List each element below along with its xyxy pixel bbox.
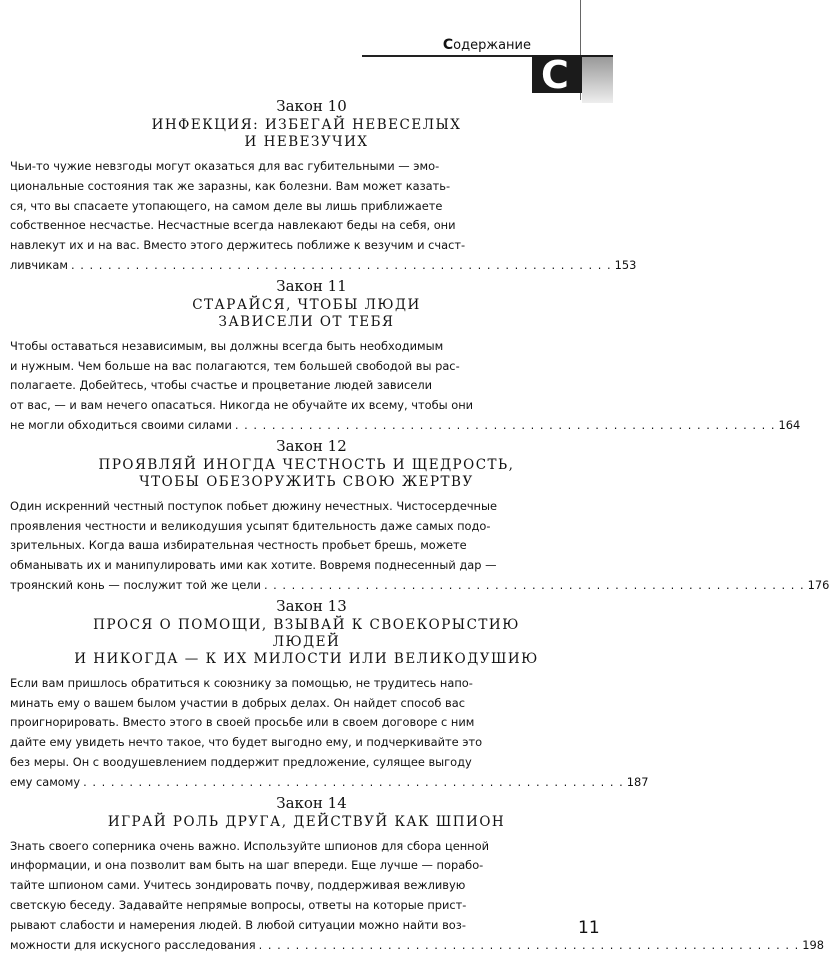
summary-line: проявления честности и великодушия усыпят бдительность даже самых подо- — [10, 518, 491, 533]
law-title-line: И НЕВЕЗУЧИХ — [244, 134, 369, 150]
summary-line-end: можности для искусного расследования — [10, 937, 256, 952]
summary-line: светскую беседу. Задавайте непрямые вопросы, ответы на которые прист- — [10, 897, 467, 912]
summary-line: минать ему о вашем былом участии в добрых делах. Он найдет способ вас — [10, 695, 465, 710]
toc-entry — [0, 596, 649, 793]
summary-line-end: ему самому — [10, 774, 81, 789]
law-title-line: ИНФЕКЦИЯ: ИЗБЕГАЙ НЕВЕСЕЛЫХ — [151, 117, 462, 133]
law-title-line: ПРОСЯ О ПОМОЩИ, ВЗЫВАЙ К СВОЕКОРЫСТИЮ ЛЮДЕЙ — [93, 616, 520, 650]
law-number: Закон 12 — [276, 436, 347, 455]
running-header — [443, 37, 531, 53]
law-title-line: ПРОЯВЛЯЙ ИНОГДА ЧЕСТНОСТЬ И ЩЕДРОСТЬ, — [98, 456, 515, 473]
summary-line: проигнорировать. Вместо этого в своей просьбе или в своем договоре с ним — [10, 715, 475, 730]
page-number: 11 — [578, 918, 600, 938]
law-summary — [10, 497, 829, 596]
summary-line: Знать своего соперника очень важно. Используйте шпионов для сбора ценной — [10, 838, 489, 853]
law-title-line: СТАРАЙСЯ, ЧТОБЫ ЛЮДИ — [192, 296, 421, 313]
law-title-line: ЗАВИСЕЛИ ОТ ТЕБЯ — [218, 313, 395, 330]
law-title-line: И НИКОГДА — К ИХ МИЛОСТИ ИЛИ ВЕЛИКОДУШИЮ — [74, 650, 539, 667]
law-summary — [10, 337, 801, 436]
entry-page-number[interactable]: 164 — [778, 417, 801, 432]
dot-leader: . . . . . . . . . . . . . . . . . . . . . . . . . . . . . . . . . . . . . . . . . . . . . . . . . . . . . . . . . . . — [83, 774, 624, 789]
entry-page-number[interactable]: 176 — [807, 577, 829, 592]
law-title — [72, 457, 542, 491]
summary-line: ся, что вы спасаете утопающего, на самом деле вы лишь приближаете — [10, 198, 443, 213]
toc-entry — [0, 96, 637, 276]
law-title — [72, 117, 542, 151]
entry-page-number[interactable]: 198 — [802, 937, 824, 952]
summary-line: циональные состояния так же заразны, как болезни. Вам может казать- — [10, 178, 451, 193]
summary-line: от вас, — и вам нечего опасаться. Никогда не обучайте их всему, чтобы они — [10, 398, 474, 413]
running-header-initial: С — [442, 37, 454, 53]
summary-last-line — [10, 416, 801, 436]
law-title — [72, 814, 542, 831]
law-title-line: ИГРАЙ РОЛЬ ДРУГА, ДЕЙСТВУЙ КАК ШПИОН — [107, 813, 506, 830]
entry-page-number[interactable]: 187 — [626, 774, 649, 789]
dot-leader: . . . . . . . . . . . . . . . . . . . . . . . . . . . . . . . . . . . . . . . . . . . . . . . . . . . . . . . . . . . — [263, 577, 805, 592]
law-title-line: ЧТОБЫ ОБЕЗОРУЖИТЬ СВОЮ ЖЕРТВУ — [139, 473, 474, 490]
dot-leader: . . . . . . . . . . . . . . . . . . . . . . . . . . . . . . . . . . . . . . . . . . . . . . . . . . . . . . . . . . . — [70, 257, 612, 272]
summary-line: полагаете. Добейтесь, чтобы счастье и процветание людей зависели — [10, 378, 433, 393]
running-header-rest: одержание — [453, 38, 531, 53]
entry-page-number[interactable]: 153 — [614, 257, 637, 272]
summary-line: обманывать их и манипулировать ими как хотите. Вовремя поднесенный дар — — [10, 558, 497, 573]
law-number: Закон 11 — [276, 276, 347, 295]
table-of-contents — [0, 96, 829, 955]
summary-last-line — [10, 936, 824, 955]
summary-line: Чьи-то чужие невзгоды могут оказаться для вас губительными — эмо- — [10, 159, 440, 173]
law-number: Закон 14 — [276, 793, 347, 812]
summary-last-line — [10, 256, 637, 276]
summary-line: навлекут их и на вас. Вместо этого держитесь поближе к везучим и счаст- — [10, 238, 466, 253]
law-summary — [10, 674, 649, 793]
summary-line-end: троянский конь — послужит той же цели — [10, 577, 261, 592]
summary-line: Если вам пришлось обратиться к союзнику за помощью, не трудитесь напо- — [10, 675, 473, 690]
toc-entry — [0, 276, 801, 436]
summary-line: рывают слабости и намерения людей. В любой ситуации можно найти воз- — [10, 917, 466, 932]
summary-line-end: не могли обходиться своими силами — [10, 417, 232, 432]
toc-entry — [0, 793, 824, 955]
section-tab-letter: C — [541, 53, 569, 97]
summary-last-line — [10, 576, 829, 596]
law-summary — [10, 157, 637, 276]
dot-leader: . . . . . . . . . . . . . . . . . . . . . . . . . . . . . . . . . . . . . . . . . . . . . . . . . . . . . . . . . . . — [234, 417, 776, 432]
summary-line: и нужным. Чем больше на вас полагаются, тем большей свободой вы рас- — [10, 358, 460, 373]
summary-line: собственное несчастье. Несчастные всегда навлекают беды на себя, они — [10, 218, 456, 233]
summary-line: информации, и она позволит вам быть на шаг впереди. Еще лучше — порабо- — [10, 858, 484, 873]
toc-entry — [0, 436, 829, 596]
summary-last-line — [10, 773, 649, 793]
law-title — [72, 617, 542, 668]
summary-line: Один искренний честный поступок побьет дюжину нечестных. Чистосердечные — [10, 498, 497, 513]
law-title — [72, 297, 542, 331]
summary-line: дайте ему увидеть нечто такое, что будет выгодно ему, и подчеркивайте это — [10, 735, 483, 750]
summary-line: без меры. Он с воодушевлением поддержит предложение, сулящее выгоду — [10, 754, 472, 769]
dot-leader: . . . . . . . . . . . . . . . . . . . . . . . . . . . . . . . . . . . . . . . . . . . . . . . . . . . . . . . . . . . — [258, 937, 800, 952]
summary-line-end: ливчикам — [10, 257, 68, 272]
summary-line: Чтобы оставаться независимым, вы должны всегда быть необходимым — [10, 338, 444, 353]
law-number: Закон 10 — [276, 97, 347, 115]
summary-line: тайте шпионом сами. Учитесь зондировать почву, поддерживая вежливую — [10, 878, 466, 893]
law-number: Закон 13 — [276, 596, 347, 615]
summary-line: зрительных. Когда ваша избирательная честность пробьет брешь, можете — [10, 538, 467, 553]
